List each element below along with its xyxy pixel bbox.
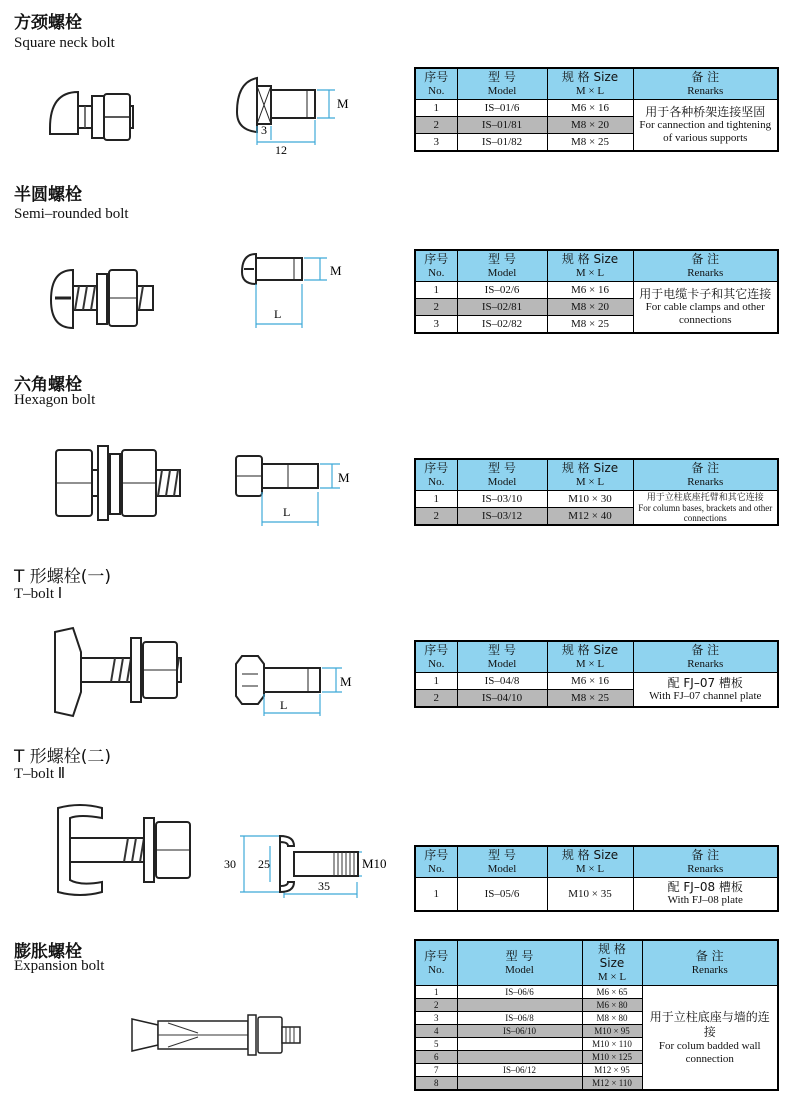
table-row bbox=[415, 282, 778, 299]
dim-label-12: 12 bbox=[275, 143, 287, 155]
table-row bbox=[415, 878, 778, 912]
section-subtitle-hexagon-bolt: Hexagon bolt bbox=[14, 392, 96, 408]
section-subtitle-t-bolt-1: T–bolt Ⅰ bbox=[14, 586, 63, 602]
col-header-size: 规 格 Size M × L bbox=[547, 459, 633, 491]
section-title-t-bolt-1: T 形螺栓(一) bbox=[14, 567, 112, 587]
t-bolt-1-photo bbox=[45, 622, 195, 722]
section-title-hexagon-bolt: 六角螺栓 bbox=[14, 375, 82, 395]
col-header-model: 型 号 Model bbox=[457, 68, 547, 100]
dim-label-l: L bbox=[280, 698, 288, 712]
table-row bbox=[415, 673, 778, 690]
cell-model: IS–06/8 bbox=[457, 1012, 582, 1025]
dim-label-m: M bbox=[340, 674, 352, 689]
cell-model: IS–06/6 bbox=[457, 986, 582, 999]
section-title-expansion-bolt: 膨胀螺栓 bbox=[14, 942, 82, 962]
col-header-remarks: 备 注 Renarks bbox=[642, 940, 778, 986]
col-header-no: 序号 No. bbox=[415, 68, 457, 100]
section-title-square-neck-bolt: 方颈螺栓 bbox=[14, 13, 82, 33]
cell-no: 1 bbox=[415, 986, 457, 999]
cell-model: IS–04/8 bbox=[457, 673, 547, 690]
cell-no: 2 bbox=[415, 999, 457, 1012]
cell-model: IS–02/81 bbox=[457, 299, 547, 316]
cell-no: 2 bbox=[415, 690, 457, 708]
cell-size: M8 × 25 bbox=[547, 134, 633, 152]
col-header-size: 规 格 Size M × L bbox=[582, 940, 642, 986]
cell-model bbox=[457, 1077, 582, 1091]
cell-remark: 配 FJ–08 槽板 With FJ–08 plate bbox=[633, 878, 778, 912]
cell-no: 3 bbox=[415, 134, 457, 152]
col-header-no: 序号 No. bbox=[415, 641, 457, 673]
cell-size: M10 × 95 bbox=[582, 1025, 642, 1038]
spec-table-square-neck-bolt bbox=[414, 67, 779, 152]
dim-label-m: M bbox=[330, 263, 342, 278]
dim-label-l: L bbox=[274, 307, 282, 321]
cell-no: 2 bbox=[415, 117, 457, 134]
col-header-model: 型 号 Model bbox=[457, 459, 547, 491]
semi-rounded-bolt-photo bbox=[45, 258, 170, 338]
cell-model: IS–01/82 bbox=[457, 134, 547, 152]
dim-label-m: M bbox=[337, 96, 349, 111]
table-row bbox=[415, 491, 778, 508]
cell-remark: 用于立柱底座与墙的连接 For colum badded wall connection bbox=[642, 986, 778, 1091]
cell-no: 1 bbox=[415, 282, 457, 299]
cell-no: 3 bbox=[415, 1012, 457, 1025]
cell-size: M12 × 95 bbox=[582, 1064, 642, 1077]
cell-size: M10 × 35 bbox=[547, 878, 633, 912]
cell-size: M6 × 65 bbox=[582, 986, 642, 999]
cell-model: IS–04/10 bbox=[457, 690, 547, 708]
square-neck-bolt-drawing bbox=[225, 70, 360, 155]
section-subtitle-semi-rounded-bolt: Semi–rounded bolt bbox=[14, 206, 129, 222]
cell-size: M8 × 25 bbox=[547, 316, 633, 334]
section-subtitle-square-neck-bolt: Square neck bolt bbox=[14, 35, 115, 51]
cell-no: 1 bbox=[415, 673, 457, 690]
table-row bbox=[415, 100, 778, 117]
spec-table-expansion-bolt bbox=[414, 939, 779, 1091]
square-neck-bolt-photo bbox=[40, 80, 160, 150]
cell-model: IS–03/10 bbox=[457, 491, 547, 508]
cell-model bbox=[457, 999, 582, 1012]
cell-no: 8 bbox=[415, 1077, 457, 1091]
t-bolt-2-photo bbox=[50, 800, 200, 900]
col-header-size: 规 格 Size M × L bbox=[547, 68, 633, 100]
cell-size: M10 × 125 bbox=[582, 1051, 642, 1064]
spec-table-semi-rounded-bolt bbox=[414, 249, 779, 334]
col-header-remarks: 备 注 Renarks bbox=[633, 68, 778, 100]
dim-label-30: 30 bbox=[224, 857, 236, 871]
cell-no: 1 bbox=[415, 878, 457, 912]
cell-size: M8 × 80 bbox=[582, 1012, 642, 1025]
t-bolt-2-drawing bbox=[222, 832, 402, 902]
col-header-remarks: 备 注 Renarks bbox=[633, 846, 778, 878]
col-header-model: 型 号 Model bbox=[457, 250, 547, 282]
spec-table-t-bolt-1 bbox=[414, 640, 779, 708]
dim-label-l: L bbox=[283, 505, 291, 519]
cell-model: IS–01/6 bbox=[457, 100, 547, 117]
col-header-model: 型 号 Model bbox=[457, 940, 582, 986]
cell-no: 2 bbox=[415, 508, 457, 526]
cell-size: M12 × 110 bbox=[582, 1077, 642, 1091]
dim-label-3: 3 bbox=[261, 123, 267, 137]
col-header-remarks: 备 注 Renarks bbox=[633, 250, 778, 282]
expansion-bolt-photo bbox=[128, 1005, 303, 1065]
cell-no: 1 bbox=[415, 491, 457, 508]
col-header-size: 规 格 Size M × L bbox=[547, 250, 633, 282]
col-header-no: 序号 No. bbox=[415, 250, 457, 282]
dim-label-m: M bbox=[338, 470, 350, 485]
table-row bbox=[415, 986, 778, 999]
cell-size: M6 × 16 bbox=[547, 100, 633, 117]
dim-label-25: 25 bbox=[258, 857, 270, 871]
cell-remark: 用于各种桥架连接坚固 For cannection and tightening of various supports bbox=[633, 100, 778, 152]
cell-no: 4 bbox=[415, 1025, 457, 1038]
cell-no: 7 bbox=[415, 1064, 457, 1077]
col-header-remarks: 备 注 Renarks bbox=[633, 641, 778, 673]
cell-no: 6 bbox=[415, 1051, 457, 1064]
col-header-no: 序号 No. bbox=[415, 940, 457, 986]
spec-table-t-bolt-2 bbox=[414, 845, 779, 912]
col-header-remarks: 备 注 Renarks bbox=[633, 459, 778, 491]
cell-remark: 用于电缆卡子和其它连接 For cable clamps and other connections bbox=[633, 282, 778, 334]
cell-size: M8 × 25 bbox=[547, 690, 633, 708]
cell-no: 5 bbox=[415, 1038, 457, 1051]
hexagon-bolt-photo bbox=[50, 440, 190, 525]
col-header-model: 型 号 Model bbox=[457, 846, 547, 878]
cell-remark: 配 FJ–07 槽板 With FJ–07 channel plate bbox=[633, 673, 778, 708]
col-header-size: 规 格 Size M × L bbox=[547, 641, 633, 673]
cell-size: M6 × 16 bbox=[547, 673, 633, 690]
section-title-semi-rounded-bolt: 半圆螺栓 bbox=[14, 185, 82, 205]
spec-table-hexagon-bolt bbox=[414, 458, 779, 526]
semi-rounded-bolt-drawing bbox=[232, 248, 362, 338]
col-header-no: 序号 No. bbox=[415, 846, 457, 878]
cell-model: IS–05/6 bbox=[457, 878, 547, 912]
col-header-no: 序号 No. bbox=[415, 459, 457, 491]
col-header-size: 规 格 Size M × L bbox=[547, 846, 633, 878]
col-header-model: 型 号 Model bbox=[457, 641, 547, 673]
cell-model: IS–06/12 bbox=[457, 1064, 582, 1077]
cell-remark: 用于立柱底座托臂和其它连接 For column bases, brackets and other connections bbox=[633, 491, 778, 526]
cell-size: M6 × 80 bbox=[582, 999, 642, 1012]
cell-model: IS–02/82 bbox=[457, 316, 547, 334]
cell-no: 1 bbox=[415, 100, 457, 117]
dim-label-35: 35 bbox=[318, 879, 330, 893]
cell-model: IS–06/10 bbox=[457, 1025, 582, 1038]
dim-label-m10: M10 bbox=[362, 856, 387, 871]
cell-size: M6 × 16 bbox=[547, 282, 633, 299]
cell-model: IS–02/6 bbox=[457, 282, 547, 299]
cell-size: M8 × 20 bbox=[547, 117, 633, 134]
cell-size: M12 × 40 bbox=[547, 508, 633, 526]
cell-size: M10 × 110 bbox=[582, 1038, 642, 1051]
cell-model: IS–01/81 bbox=[457, 117, 547, 134]
cell-size: M10 × 30 bbox=[547, 491, 633, 508]
cell-size: M8 × 20 bbox=[547, 299, 633, 316]
cell-no: 3 bbox=[415, 316, 457, 334]
section-subtitle-t-bolt-2: T–bolt Ⅱ bbox=[14, 766, 66, 782]
cell-model bbox=[457, 1038, 582, 1051]
cell-model bbox=[457, 1051, 582, 1064]
t-bolt-1-drawing bbox=[228, 650, 363, 720]
section-subtitle-expansion-bolt: Expansion bolt bbox=[14, 958, 105, 974]
cell-model: IS–03/12 bbox=[457, 508, 547, 526]
hexagon-bolt-drawing bbox=[228, 448, 363, 533]
section-title-t-bolt-2: T 形螺栓(二) bbox=[14, 747, 112, 767]
cell-no: 2 bbox=[415, 299, 457, 316]
